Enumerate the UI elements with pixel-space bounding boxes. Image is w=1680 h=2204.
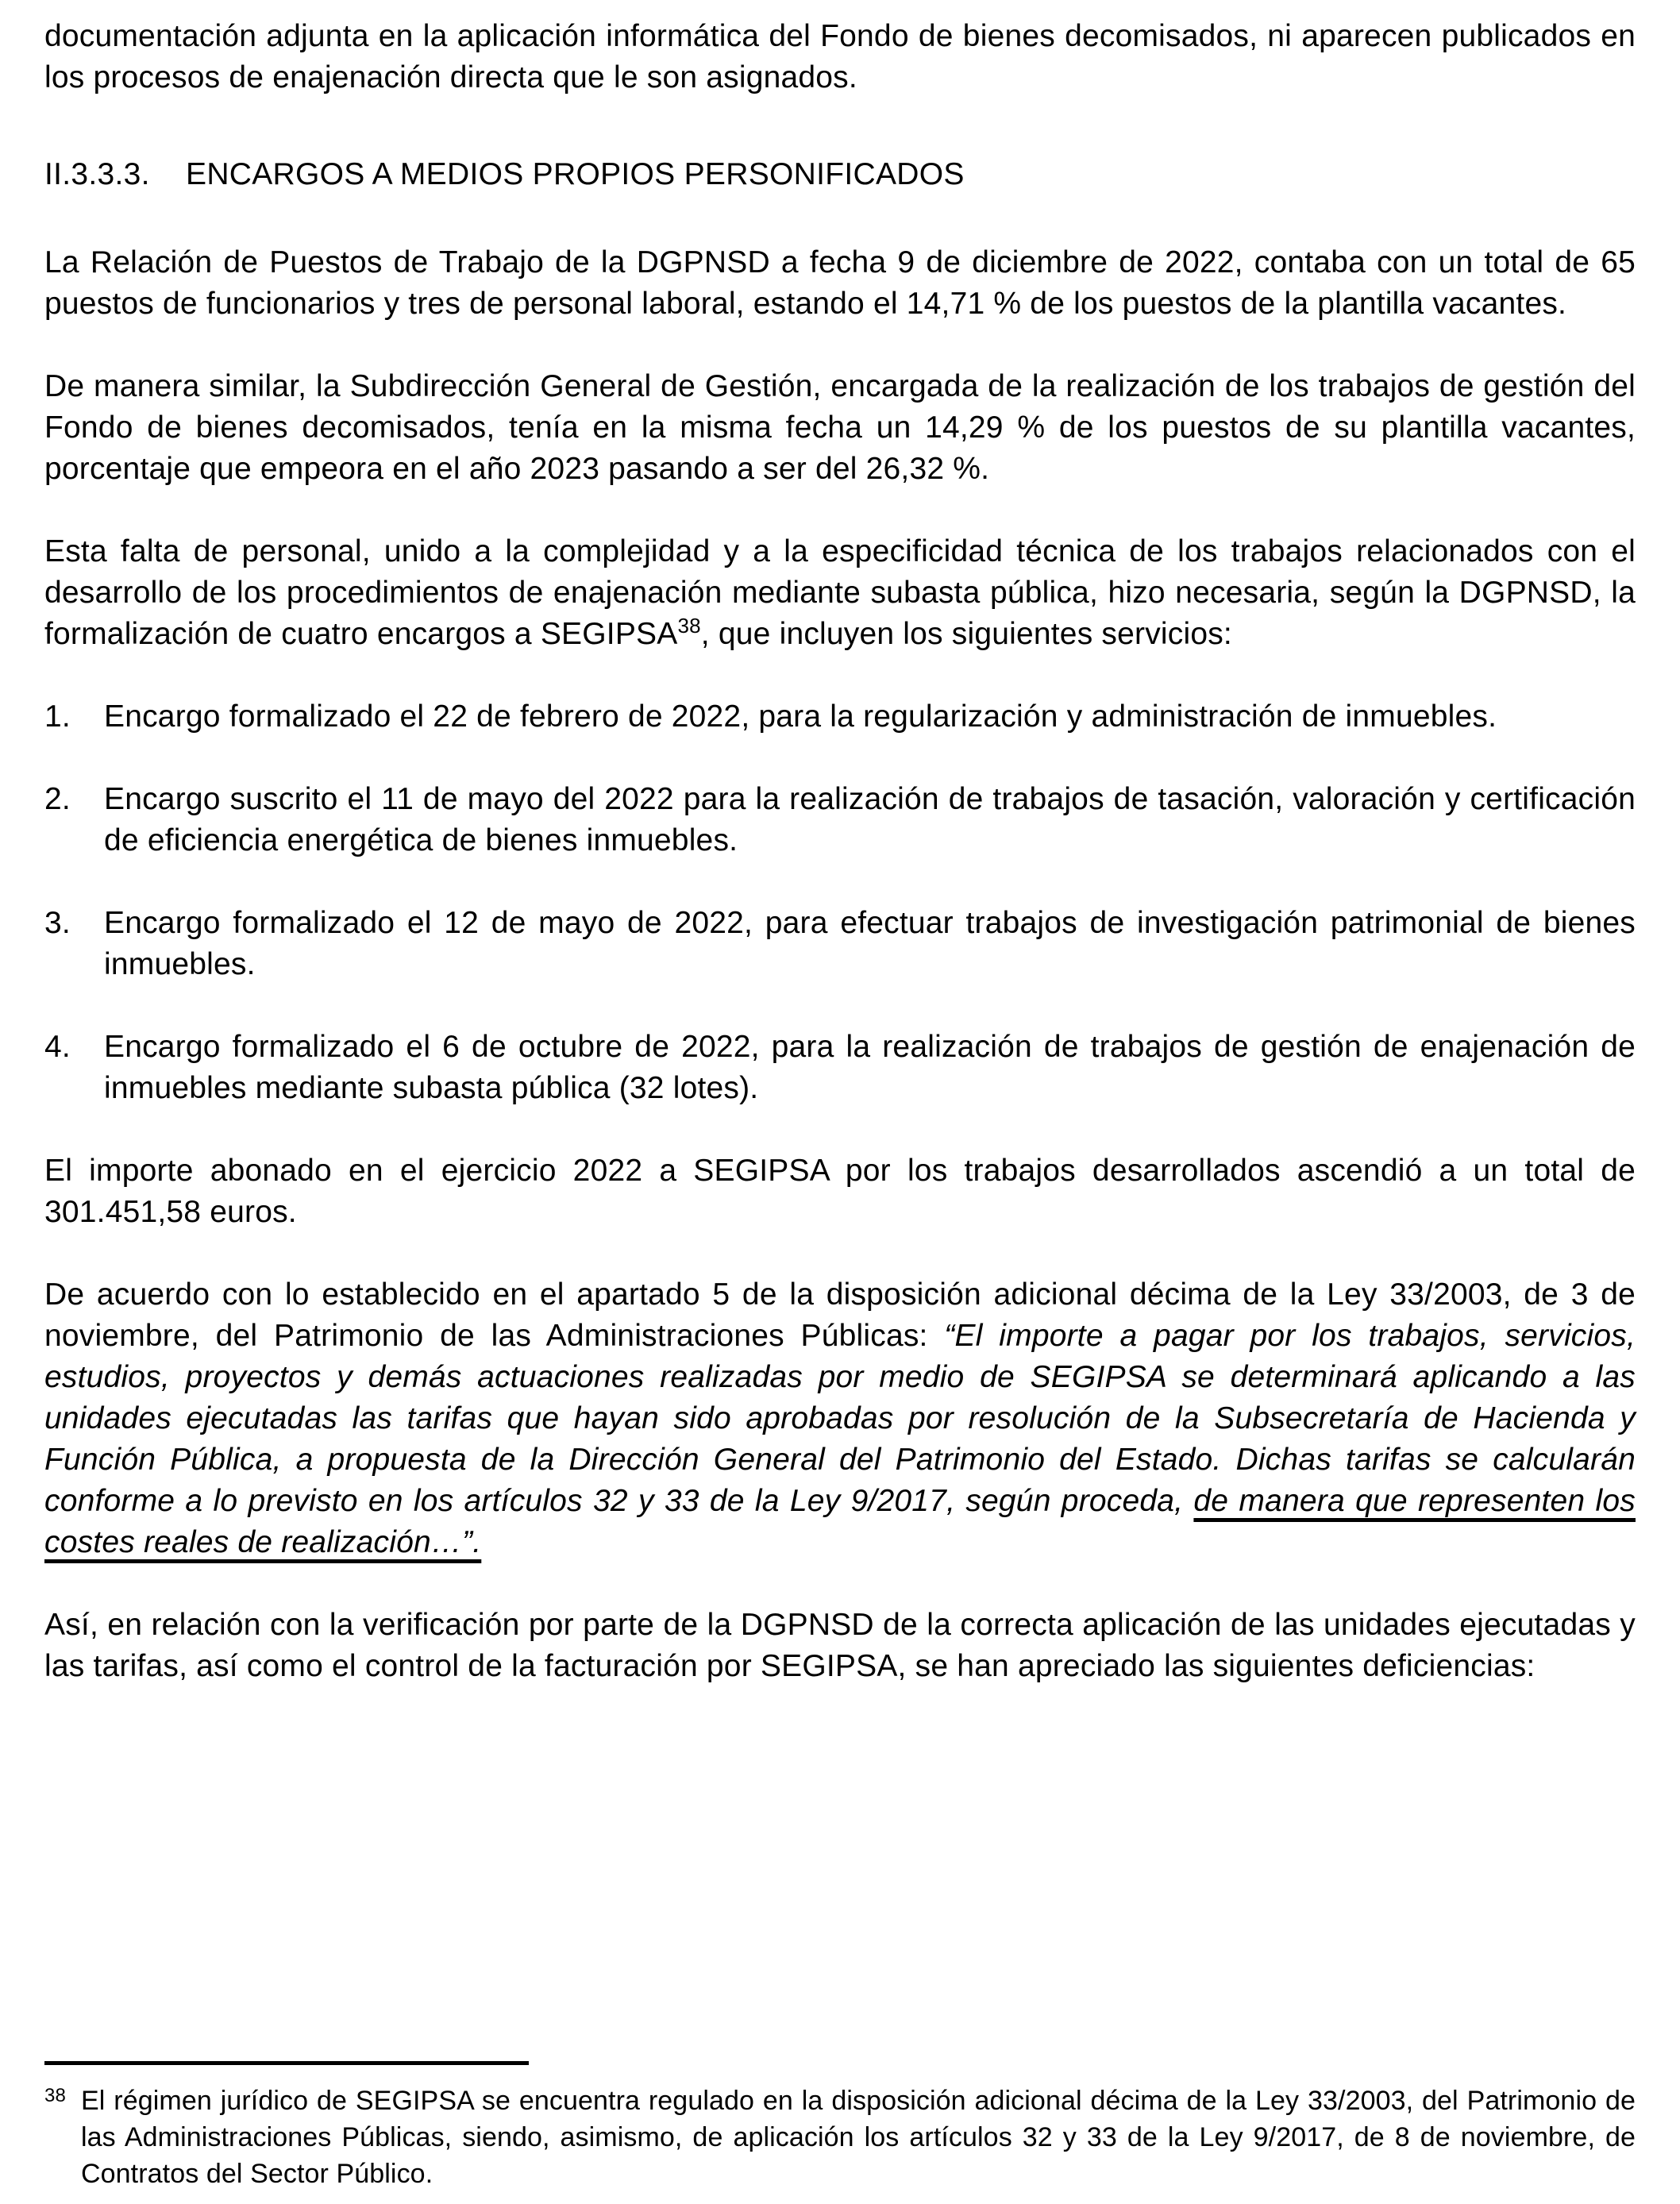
footnote-marker: 38: [44, 2085, 66, 2106]
paragraph-ley-lead: De acuerdo con lo establecido en el apartado 5 de la disposición adicional décima de la Ley 33/2003, de 3 de noviembre, del Patrimonio de las Administraciones Públicas:: [44, 1277, 1636, 1353]
list-item-text: Encargo formalizado el 22 de febrero de 2022, para la regularización y administración de inmuebles.: [104, 699, 1497, 734]
paragraph-relacion-puestos: [44, 242, 1636, 325]
list-item-number: 1.: [44, 699, 71, 734]
encargos-list: [44, 696, 1636, 1109]
paragraph-continuation-text: documentación adjunta en la aplicación informática del Fondo de bienes decomisados, ni aparecen publicados en los procesos de enajenación directa que le son asignados.: [44, 19, 1636, 94]
list-item-encargo-2: [44, 779, 1636, 861]
footnote-separator: [44, 2061, 529, 2065]
footnote-text: El régimen jurídico de SEGIPSA se encuentra regulado en la disposición adicional décima de la Ley 33/2003, del Patrimonio de las Administraciones Públicas, siendo, asimismo, de aplicación los artículos 32 y 33 de la Ley 9/2017, de 8 de noviembre, de Contratos del Sector Público.: [81, 2086, 1636, 2189]
paragraph-subdireccion-text: De manera similar, la Subdirección General de Gestión, encargada de la realización de los trabajos de gestión del Fondo de bienes decomisados, tenía en la misma fecha un 14,29 % de los puestos de su plantilla vacantes, porcentaje que empeora en el año 2023 pasando a ser del 26,32 %.: [44, 369, 1636, 486]
paragraph-falta-personal-continuation: , que incluyen los siguientes servicios:: [700, 617, 1232, 651]
paragraph-importe-abonado-text: El importe abonado en el ejercicio 2022 a SEGIPSA por los trabajos desarrollados ascendió a un total de 301.451,58 euros.: [44, 1154, 1636, 1229]
paragraph-subdireccion: [44, 366, 1636, 490]
paragraph-deficiencias: [44, 1605, 1636, 1687]
footnote-reference: 38: [677, 614, 701, 638]
list-item-text: Encargo suscrito el 11 de mayo del 2022 para la realización de trabajos de tasación, valoración y certificación de eficiencia energética de bienes inmuebles.: [104, 782, 1636, 857]
list-item-encargo-1: [44, 696, 1636, 738]
legal-quote-italic: “El importe a pagar por los trabajos, servicios, estudios, proyectos y demás actuaciones realizadas por medio de SEGIPSA se determinará aplicando a las unidades ejecutadas las tarifas que hayan sido aprobadas por resolución de la Subsecretaría de Hacienda y Función Pública, a propuesta de la Dirección General del Patrimonio del Estado. Dichas tarifas se calcularán conforme a lo previsto en los artículos 32 y 33 de la Ley 9/2017, según proceda,: [44, 1319, 1636, 1518]
paragraph-continuation: [44, 16, 1636, 98]
section-title: ENCARGOS A MEDIOS PROPIOS PERSONIFICADOS: [186, 157, 965, 191]
list-item-number: 2.: [44, 782, 71, 816]
footnote-area: [44, 2061, 1636, 2192]
list-item-encargo-3: [44, 903, 1636, 985]
section-heading: [44, 154, 1636, 195]
list-item-encargo-4: [44, 1027, 1636, 1109]
paragraph-ley-patrimonio: [44, 1274, 1636, 1563]
paragraph-relacion-puestos-text: La Relación de Puestos de Trabajo de la DGPNSD a fecha 9 de diciembre de 2022, contaba con un total de 65 puestos de funcionarios y tres de personal laboral, estando el 14,71 % de los puestos de la plantilla vacantes.: [44, 245, 1636, 321]
list-item-text: Encargo formalizado el 12 de mayo de 2022, para efectuar trabajos de investigación patrimonial de bienes inmuebles.: [104, 906, 1636, 981]
paragraph-falta-personal: [44, 531, 1636, 655]
paragraph-deficiencias-text: Así, en relación con la verificación por parte de la DGPNSD de la correcta aplicación de las unidades ejecutadas y las tarifas, así como el control de la facturación por SEGIPSA, se han apreciado las siguientes deficiencias:: [44, 1608, 1636, 1683]
paragraph-falta-personal-text: Esta falta de personal, unido a la complejidad y a la especificidad técnica de los trabajos relacionados con el desarrollo de los procedimientos de enajenación mediante subasta pública, hizo necesaria, según la DGPNSD, la formalización de cuatro encargos a SEGIPSA: [44, 534, 1636, 651]
section-number: II.3.3.3.: [44, 157, 150, 191]
page-body: [44, 16, 1636, 1728]
footnote-38: [44, 2083, 1636, 2192]
legal-quote-underlined: de manera que representen los costes reales de realización…”.: [44, 1484, 1636, 1559]
list-item-text: Encargo formalizado el 6 de octubre de 2022, para la realización de trabajos de gestión de enajenación de inmuebles mediante subasta pública (32 lotes).: [104, 1030, 1636, 1105]
paragraph-importe-abonado: [44, 1150, 1636, 1233]
list-item-number: 3.: [44, 906, 71, 940]
list-item-number: 4.: [44, 1030, 71, 1064]
